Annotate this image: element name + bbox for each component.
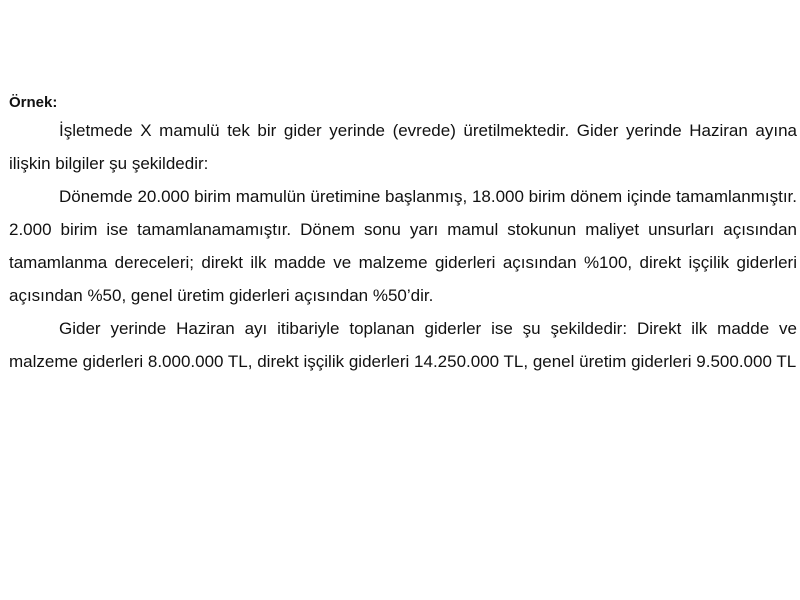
example-heading: Örnek:	[9, 94, 58, 111]
paragraph-intro: İşletmede X mamulü tek bir gider yerinde (evrede) üretilmektedir. Gider yerinde Haziran ayına ilişkin bilgiler şu şekildedir:	[9, 121, 797, 173]
document-body	[9, 92, 797, 378]
paragraph-costs: Gider yerinde Haziran ayı itibariyle toplanan giderler ise şu şekildedir: Direkt ilk madde ve malzeme giderleri 8.000.000 TL, direkt işçilik giderleri 14.250.000 TL, genel üretim giderleri 9.500.000 TL	[9, 319, 797, 371]
paragraph-production: Dönemde 20.000 birim mamulün üretimine başlanmış, 18.000 birim dönem içinde tamamlanmıştır. 2.000 birim ise tamamlanamamıştır. Dönem sonu yarı mamul stokunun maliyet unsurları açısından tamamlanma dereceleri; direkt ilk madde ve malzeme giderleri açısından %100, direkt işçilik giderleri açısından %50, genel üretim giderleri açısından %50’dir.	[9, 187, 797, 305]
